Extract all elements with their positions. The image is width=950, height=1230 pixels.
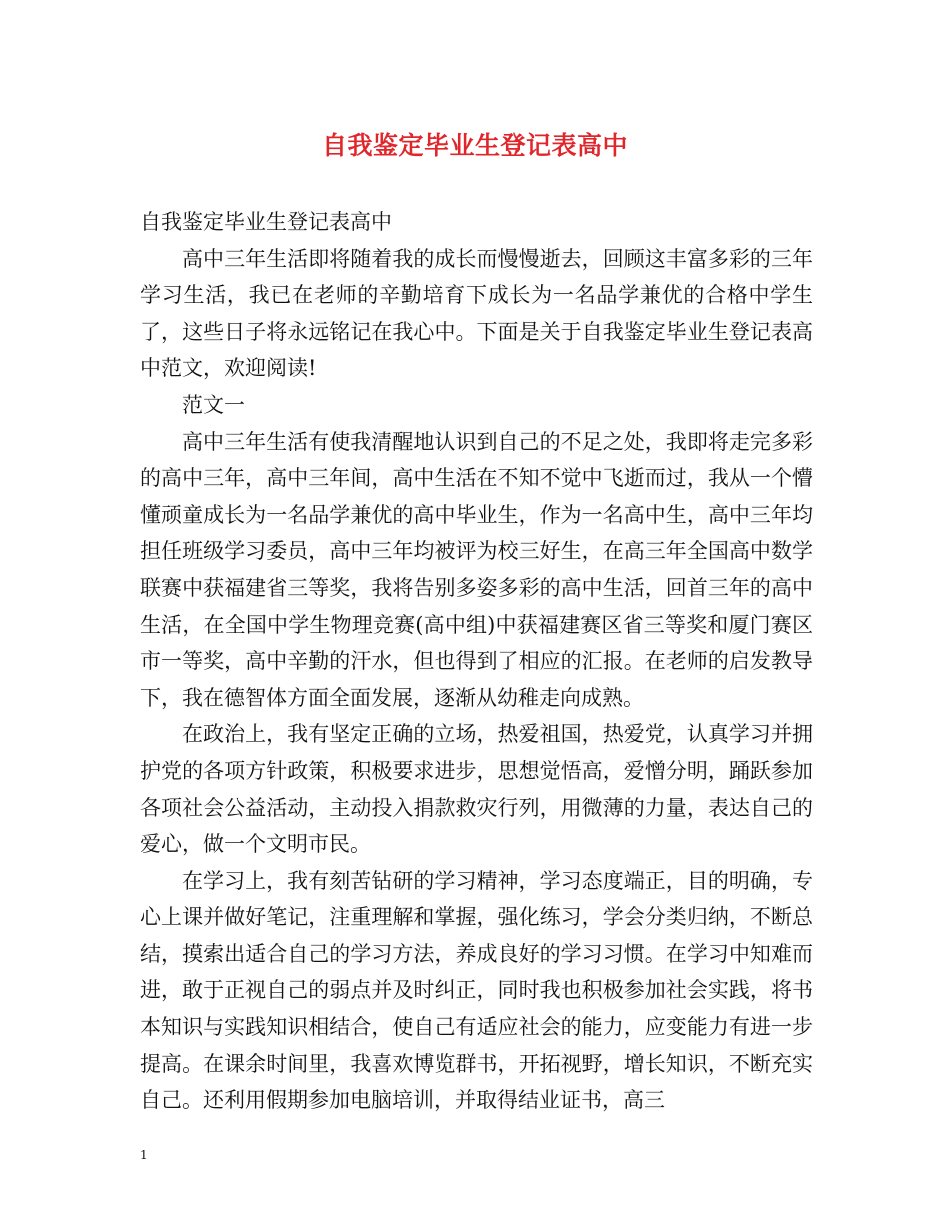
subtitle-paragraph: 自我鉴定毕业生登记表高中 — [140, 210, 392, 234]
body-paragraph: 高中三年生活有使我清醒地认识到自己的不足之处，我即将走完多彩的高中三年，高中三年间，高中生活在不知不觉中飞逝而过，我从一个懵懂顽童成长为一名品学兼优的高中毕业生，作为一名高中生，高中三年均担任班级学习委员，高中三年均被评为校三好生，在高三年全国高中数学联赛中获福建省三等奖，我将告别多姿多彩的高中生活，回首三年的高中生活，在全国中学生物理竞赛(高中组)中获福建赛区省三等奖和厦门赛区市一等奖，高中辛勤的汗水，但也得到了相应的汇报。在老师的启发教导下，我在德智体方面全面发展，逐渐从幼稚走向成熟。 — [140, 429, 813, 710]
section-heading: 范文一 — [182, 392, 245, 417]
document-body — [140, 204, 813, 1119]
body-paragraph: 在学习上，我有刻苦钻研的学习精神，学习态度端正，目的明确，专心上课并做好笔记，注重理解和掌握，强化练习，学会分类归纳，不断总结，摸索出适合自己的学习方法，养成良好的学习习惯。在学习中知难而进，敢于正视自己的弱点并及时纠正，同时我也积极参加社会实践，将书本知识与实践知识相结合，使自己有适应社会的能力，应变能力有进一步提高。在课余时间里，我喜欢博览群书，开拓视野，增长知识，不断充实自己。还利用假期参加电脑培训，并取得结业证书，高三 — [140, 868, 813, 1113]
page-number: 1 — [140, 1148, 148, 1162]
intro-paragraph: 高中三年生活即将随着我的成长而慢慢逝去，回顾这丰富多彩的三年学习生活，我已在老师的辛勤培育下成长为一名品学兼优的合格中学生了，这些日子将永远铭记在我心中。下面是关于自我鉴定毕业生登记表高中范文，欢迎阅读! — [140, 246, 813, 381]
body-paragraph: 在政治上，我有坚定正确的立场，热爱祖国，热爱党，认真学习并拥护党的各项方针政策，积极要求进步，思想觉悟高，爱憎分明，踊跃参加各项社会公益活动，主动投入捐款救灾行列，用微薄的力量，表达自己的爱心，做一个文明市民。 — [140, 722, 813, 857]
document-title: 自我鉴定毕业生登记表高中 — [321, 131, 628, 160]
